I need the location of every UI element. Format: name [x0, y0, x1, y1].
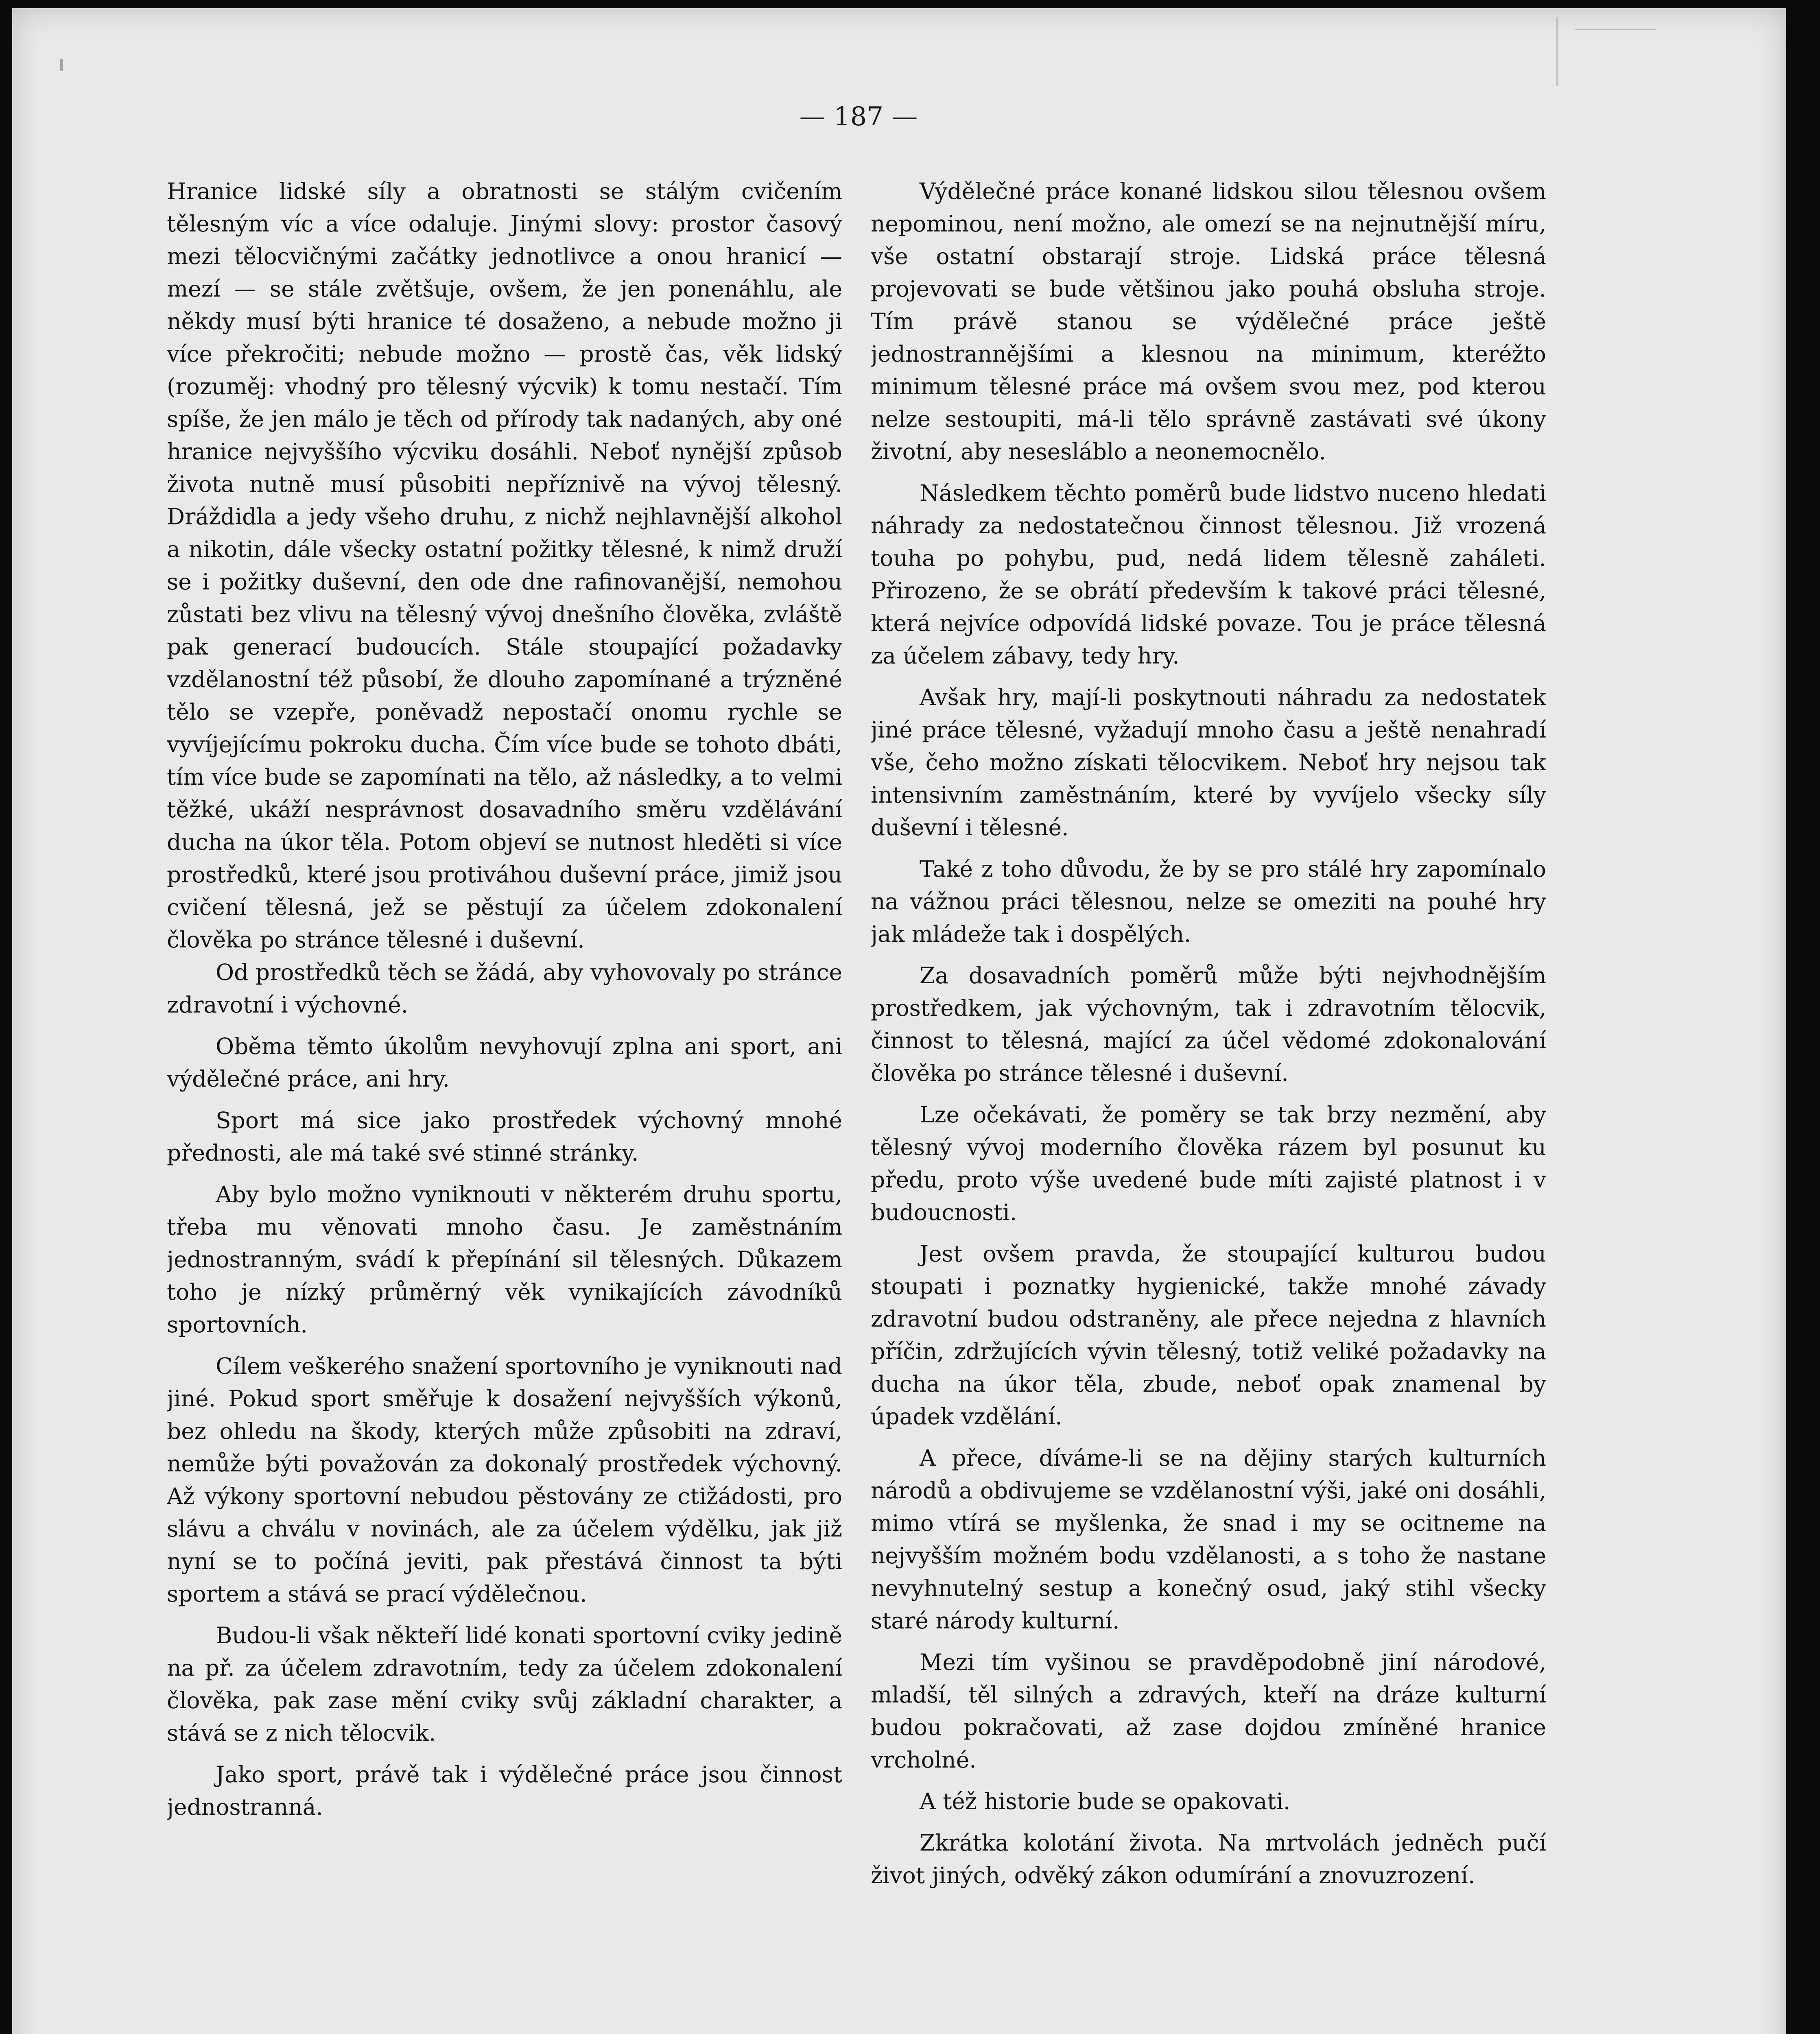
paragraph: Avšak hry, mají-li poskytnouti náhradu za nedostatek jiné práce tělesné, vyžadují mnoho času a ještě nenahradí vše, čeho možno získati tělocvikem. Neboť hry nejsou tak intensivním zaměstnáním, které by vyvíjelo všecky síly duševní i tělesné.: [871, 684, 1546, 840]
paragraph: Jako sport, právě tak i výdělečné práce jsou činnost jednostranná.: [167, 1761, 842, 1820]
paragraph: Za dosavadních poměrů může býti nejvhodnějším prostředkem, jak výchovným, tak i zdravotním tělocvik, činnost to tělesná, mající za účel vědomé zdokonalování člověka po stránce tělesné i duševní.: [871, 962, 1546, 1086]
paragraph: Budou-li však někteří lidé konati sportovní cviky jedině na př. za účelem zdravotním, tedy za účelem zdokonalení člověka, pak zase mění cviky svůj základní charakter, a stává se z nich tělocvik.: [167, 1622, 842, 1746]
paragraph: Aby bylo možno vyniknouti v některém druhu sportu, třeba mu věnovati mnoho času. Je zaměstnáním jednostranným, svádí k přepínání sil tělesných. Důkazem toho je nízký průměrný věk vynikajících závodníků sportovních.: [167, 1181, 842, 1338]
paragraph: Cílem veškerého snažení sportovního je vyniknouti nad jiné. Pokud sport směřuje k dosažení nejvyšších výkonů, bez ohledu na škody, kterých může způsobiti na zdraví, nemůže býti považován za dokonalý prostředek výchovný. Až výkony sportovní nebudou pěstovány ze ctižádosti, pro slávu a chválu v novinách, ale za účelem výdělku, jak již nyní se to počíná jeviti, pak přestává činnost ta býti sportem a stává se prací výdělečnou.: [167, 1353, 842, 1607]
paragraph: Lze očekávati, že poměry se tak brzy nezmění, aby tělesný vývoj moderního člověka rázem byl posunut ku předu, proto výše uvedené bude míti zajisté platnost i v budoucnosti.: [871, 1102, 1546, 1225]
paragraph: Také z toho důvodu, že by se pro stálé hry zapomínalo na vážnou práci tělesnou, nelze se omeziti na pouhé hry jak mládeže tak i dospělých.: [871, 856, 1546, 947]
paragraph: Oběma těmto úkolům nevyhovují zplna ani sport, ani výdělečné práce, ani hry.: [167, 1033, 842, 1092]
paragraph: A též historie bude se opakovati.: [920, 1788, 1291, 1814]
paragraph: Hranice lidské síly a obratnosti se stálým cvičením tělesným víc a více odaluje. Jinými slovy: prostor časový mezi tělocvičnými začátky jednotlivce a onou hranicí — mezí — se stále zvětšuje, ovšem, že jen ponenáhlu, ale někdy musí býti hranice té dosaženo, a nebude možno ji více překročiti; nebude možno — prostě čas, věk lidský (rozuměj: vhodný pro tělesný výcvik) k tomu nestačí. Tím spíše, že jen málo je těch od přírody tak nadaných, aby oné hranice nejvyššího výcviku dosáhli. Neboť nynější způsob života nutně musí působiti nepříznivě na vývoj tělesný. Dráždidla a jedy všeho druhu, z nichž nejhlavnější alkohol a nikotin, dále všecky ostatní požitky tělesné, k nimž druží se i požitky duševní, den ode dne rafinovanější, nemohou zůstati bez vlivu na tělesný vývoj dnešního člověka, zvláště pak generací budoucích. Stále stoupající požadavky vzdělanostní též působí, že dlouho zapomínané a trýzněné tělo se vzepře, poněvadž nepostačí onomu rychle se vyvíjejícímu pokroku ducha. Čím více bude se tohoto dbáti, tím více bude se zapomínati na tělo, až následky, a to velmi těžké, ukáží nesprávnost dosavadního směru vzdělávání ducha na úkor těla. Potom objeví se nutnost hleděti si více prostředků, které jsou protiváhou duševní práce, jimiž jsou cvičení tělesná, jež se pěstují za účelem zdokonalení člověka po stránce tělesné i duševní.: [167, 178, 842, 953]
paragraph: Zkrátka kolotání života. Na mrtvolách jedněch pučí život jiných, odvěký zákon odumírání a znovuzrození.: [871, 1830, 1546, 1888]
paragraph: A přece, díváme-li se na dějiny starých kulturních národů a obdivujeme se vzdělanostní výši, jaké oni dosáhli, mimo vtírá se myšlenka, že snad i my se ocitneme na nejvyšším možném bodu vzdělanosti, a s toho že nastane nevyhnutelný sestup a konečný osud, jaký stihl všecky staré národy kulturní.: [871, 1445, 1546, 1634]
paragraph: Sport má sice jako prostředek výchovný mnohé přednosti, ale má také své stinné stránky.: [167, 1107, 842, 1166]
page-number: — 187 —: [799, 102, 918, 132]
scanned-page: [12, 8, 1786, 2034]
right-column: [871, 175, 1546, 2006]
paragraph: Mezi tím vyšinou se pravděpodobně jiní národové, mladší, těl silných a zdravých, kteří na dráze kulturní budou pokračovati, až zase dojdou zmíněné hranice vrcholné.: [871, 1649, 1546, 1773]
paragraph: Následkem těchto poměrů bude lidstvo nuceno hledati náhrady za nedostatečnou činnost tělesnou. Již vrozená touha po pohybu, pud, nedá lidem tělesně zaháleti. Přirozeno, že se obrátí především k takové práci tělesné, která nejvíce odpovídá lidské povaze. Tou je práce tělesná za účelem zábavy, tedy hry.: [871, 480, 1546, 669]
paragraph: Výdělečné práce konané lidskou silou tělesnou ovšem nepominou, není možno, ale omezí se na nejnutnější míru, vše ostatní obstarají stroje. Lidská práce tělesná projevovati se bude většinou jako pouhá obsluha stroje. Tím právě stanou se výdělečné práce ještě jednostrannějšími a klesnou na minimum, kteréžto minimum tělesné práce má ovšem svou mez, pod kterou nelze sestoupiti, má-li tělo správně zastávati své úkony životní, aby nesesláblo a neonemocnělo.: [871, 178, 1546, 465]
scan-corner-mark: [1556, 17, 1693, 86]
paragraph: Jest ovšem pravda, že stoupající kulturou budou stoupati i poznatky hygienické, takže mnohé závady zdravotní budou odstraněny, ale přece nejedna z hlavních příčin, zdržujících vývin tělesný, totiž veliké požadavky na ducha na úkor těla, zbude, neboť opak znamenal by úpadek vzdělání.: [871, 1241, 1546, 1429]
scan-edge-mark: [60, 59, 63, 71]
left-column: [167, 175, 842, 2006]
paragraph: Od prostředků těch se žádá, aby vyhovovaly po stránce zdravotní i výchovné.: [167, 959, 842, 1018]
